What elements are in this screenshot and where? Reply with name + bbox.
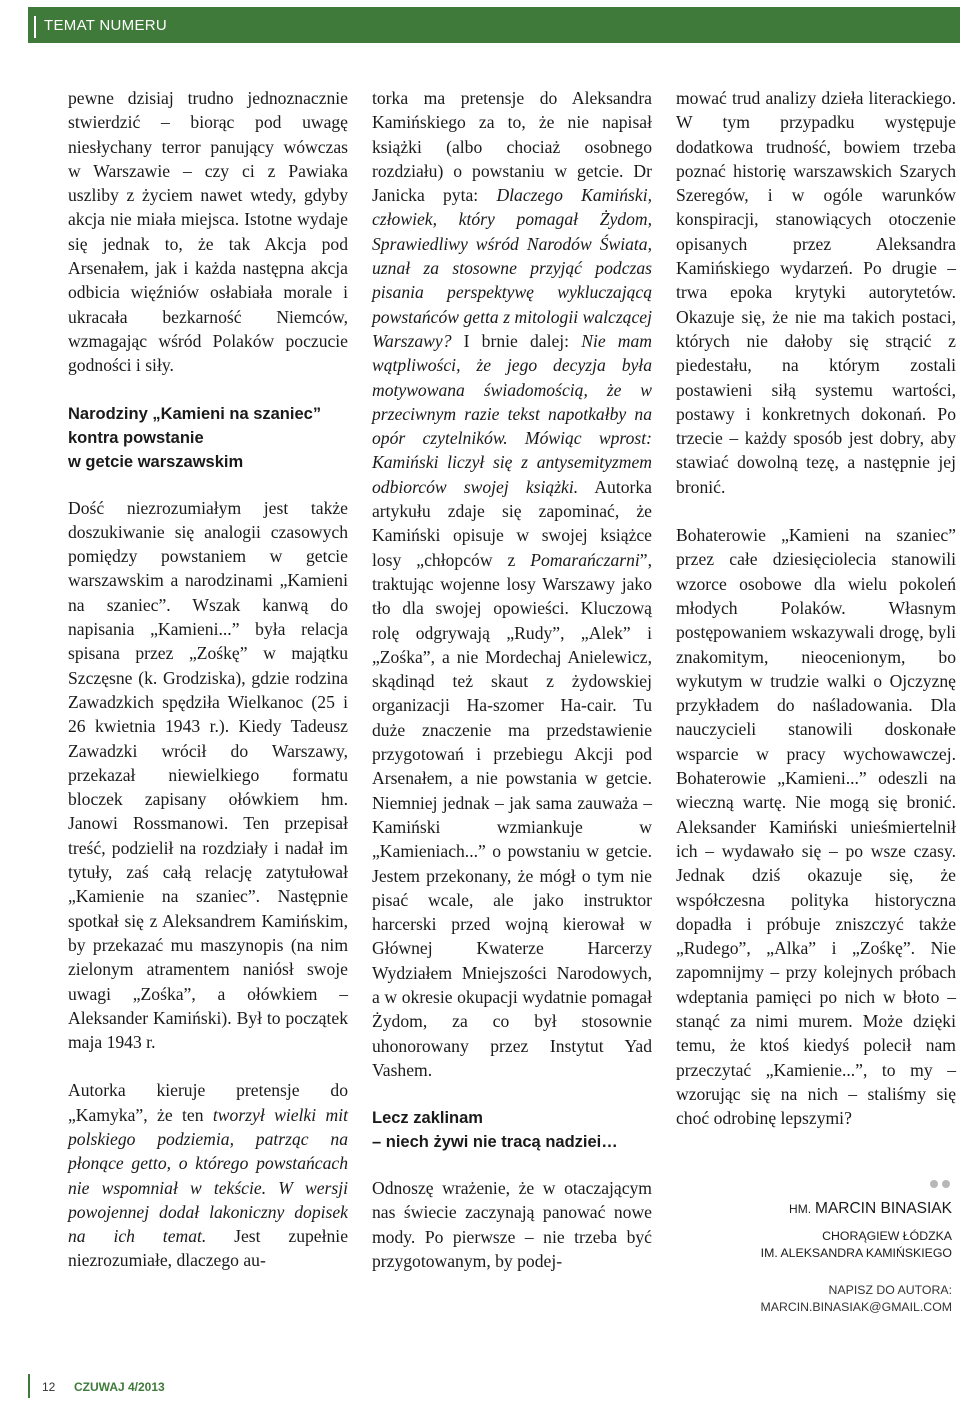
heading-line: w getcie warszawskim	[68, 452, 244, 471]
magazine-issue: CZUWAJ 4/2013	[74, 1380, 165, 1394]
paragraph: mować trud analizy dzieła literackiego. W tym przypadku występuje dodatkowa trudność, bowiem trzeba poznać historię warszawskich Szarych Szeregów, i w ogóle warunków konspiracji, stanowiących otoczenie opisanych przez Aleksandra Kamińskiego wydarzeń. Po drugie – trwa epoka krytyki autorytetów. Okazuje się, że nie ma takich postaci, których nie dałoby się strącić z piedestału, na którym zostali postawieni siłą systemu wartości, postawy i konkretnych dokonań. Po trzecie – każdy sposób jest dobry, aby stawiać dowolną tezę, a następnie jej bronić.	[676, 88, 956, 497]
text-run: torka ma pretensje do Aleksandra Kamińskiego za to, że nie napisał książki (albo chociaż osobnego rozdziału) o powstaniu w getcie. Dr Janicka pyta:	[372, 88, 652, 206]
heading-line: – niech żywi nie tracą nadziei…	[372, 1133, 618, 1152]
org-line: IM. ALEKSANDRA KAMIŃSKIEGO	[760, 1246, 952, 1260]
paragraph: pewne dzisiaj trudno jednoznacznie stwierdzić – biorąc pod uwagę niesłychany terror panujący wówczas w Warszawie – czy ci z Pawiaka uszliby z życiem nawet wtedy, gdyby akcja nie miała miejsca. Istotne wydaje się jednak to, że tak Akcja pod Arsenałem, jak i każda następna akcja odbicia więźniów osłabiała morale i ukracała bezkarność Niemców, wzmagając wśród Polaków poczucie godności i siły.	[68, 88, 348, 376]
heading-line: kontra powstanie	[68, 428, 204, 447]
article-column-1	[68, 86, 348, 1297]
text-run: Jest zupełnie niezrozumiałe, dlaczego au-	[68, 1226, 348, 1271]
page-footer	[28, 1374, 248, 1394]
dot	[930, 1180, 938, 1188]
page-number: 12	[42, 1380, 56, 1394]
section-heading	[68, 402, 348, 474]
author-contact	[761, 1282, 953, 1316]
dot	[942, 1180, 950, 1188]
heading-line: Lecz zaklinam	[372, 1109, 483, 1128]
paragraph: Odnoszę wrażenie, że w otaczającym nas świecie zaczynają panować nowe mody. Po pierwsze – nie trzeba być przygotowanym, by podej-	[372, 1178, 652, 1272]
author-organization	[761, 1228, 952, 1262]
decorative-dots-icon	[930, 1180, 952, 1190]
text-run: Autorka artykułu zdaje się zapominać, że Kamiński opisuje w swojej książce losy „chłopców z	[372, 476, 652, 570]
contact-email: MARCIN.BINASIAK@GMAIL.COM	[760, 1300, 952, 1314]
quote-italic: Pomarańczarni	[530, 549, 640, 570]
section-header-bar	[28, 7, 960, 43]
contact-label: NAPISZ DO AUTORA:	[828, 1283, 952, 1297]
author-name	[789, 1200, 952, 1218]
footer-accent-line	[28, 1374, 30, 1398]
author-fullname: MARCIN BINASIAK	[815, 1200, 952, 1217]
org-line: CHORĄGIEW ŁÓDZKA	[822, 1229, 952, 1243]
quote-italic: Dlaczego Kamiński, człowiek, który pomagał Żydom, Sprawiedliwy wśród Narodów Świata, uznał za stosowne przyjąć podczas pisania perspektywę wykluczającą powstańców getta z mitologii walczącej Warszawy?	[372, 185, 652, 351]
header-accent-line	[34, 16, 36, 38]
heading-line: Narodziny „Kamieni na szaniec”	[68, 404, 322, 423]
section-label: TEMAT NUMERU	[44, 17, 168, 34]
text-run: I brnie dalej:	[451, 330, 582, 351]
quote-italic: tworzył wielki mit polskiego podziemia, patrząc na płonące getto, o którego powstańcach nie wspomniał w tekście. W wersji powojennej dodał lakoniczny dopisek na ich temat.	[68, 1104, 348, 1247]
section-heading	[372, 1106, 652, 1154]
text-run: Autorka kieruje pretensje do „Kamyka”, że ten	[68, 1080, 348, 1125]
paragraph: Bohaterowie „Kamieni na szaniec” przez całe dziesięciolecia stanowili wzorce osobowe dla wielu pokoleń młodych Polaków. Własnym postępowaniem wskazywali drogę, byli znakomitym, nieocenionym, bo wykutym w trudzie walki o Ojczyznę przykładem do naśladowania. Dla nauczycieli stanowili doskonałe wsparcie w pracy wychowawczej. Bohaterowie „Kamieni...” odeszli na wieczną wartę. Nie mogą się bronić. Aleksander Kamiński unieśmiertelnił ich – wydawało się – po wsze czasy. Jednak dziś okazuje się, że współczesna polityka historyczna dopadła i próbuje zniszczyć także „Rudego”, „Alka” i „Zośkę”. Nie zapomnijmy – przy kolejnych próbach wdeptania pamięci po nich w błoto – stanąć za nimi murem. Może dzięki temu, że ktoś kiedyś polecił nam przeczytać „Kamienie...”, to my – wzorując się na nich – staliśmy się choć odrobinę lepszymi?	[676, 525, 956, 1129]
text-run: ”, traktując wojenne losy Warszawy jako tło dla swojej opowieści. Kluczową rolę odgrywają „Rudy”, „Alek” i „Zośka”, a nie Mordechaj Anielewicz, skądinąd też skaut z żydowskiej organizacji Ha-szomer Ha-cair. Tu duże znaczenie ma przedstawienie przygotowań i przebiegu Akcji pod Arsenałem, a nie powstania w getcie. Niemniej jednak – jak sama zauważa – Kamiński wzmiankuje w „Kamieniach...” o powstaniu w getcie. Jestem przekonany, że mógł o tym nie pisać wcale, ale jako instruktor harcerski przed wojną kierował w Głównej Kwaterze Harcerzy Wydziałem Mniejszości Narodowych, a w okresie okupacji wydatnie pomagał Żydom, za co był stosownie uhonorowany przez Instytut Yad Vashem.	[372, 549, 652, 1080]
paragraph	[372, 86, 652, 1082]
quote-italic: Nie mam wątpliwości, że jego decyzja była motywowana świadomością, że w przeciwnym razie tekst napotkałby na opór czytelników. Mówiąc wprost: Kamiński liczył się z antysemityzmem odbiorców swojej książki.	[372, 330, 652, 497]
article-column-2	[372, 86, 652, 1297]
author-title: HM.	[789, 1202, 812, 1216]
paragraph: Dość niezrozumiałym jest także doszukiwanie się analogii czasowych pomiędzy powstaniem w getcie warszawskim a narodzinami „Kamieni na szaniec”. Wszak kanwą do napisania „Kamieni...” była relacja spisana przez „Zośkę” w majątku Szczęsne (k. Grodziska), gdzie rodzina Zawadzkich spędziła Wielkanoc (25 i 26 kwietnia 1943 r.). Kiedy Tadeusz Zawadzki wrócił do Warszawy, przekazał niewielkiego formatu bloczek zapisany ołówkiem hm. Janowi Rossmanowi. Ten przepisał treść, podzielił na rozdziały i nadał im tytuły, zaś całą relację zatytułował „Kamienie na szaniec”. Następnie spotkał się z Aleksandrem Kamińskim, by przekazać mu maszynopis (na nim zielonym atramentem naniósł swoje uwagi „Zośka”, a ołówkiem – Aleksander Kamiński). Był to początek maja 1943 r.	[68, 497, 348, 1053]
article-column-3	[676, 86, 956, 1154]
paragraph	[68, 1078, 348, 1272]
